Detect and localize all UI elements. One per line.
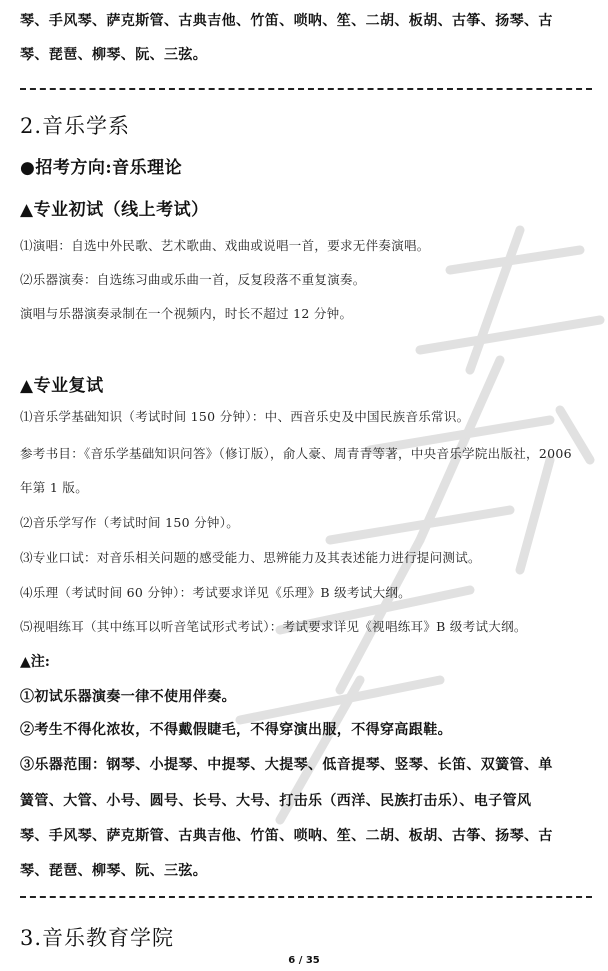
- section-divider: [20, 896, 592, 898]
- note-item: ③乐器范围：钢琴、小提琴、中提琴、大提琴、低音提琴、竖琴、长笛、双簧管、单: [20, 757, 553, 773]
- initial-exam-heading: ▲专业初试（线上考试）: [20, 200, 209, 220]
- section-title: 2.音乐学系: [20, 114, 131, 138]
- page-number: 6 / 35: [288, 955, 320, 966]
- initial-exam-item: ⑵乐器演奏：自选练习曲或乐曲一首，反复段落不重复演奏。: [20, 272, 366, 287]
- retest-item: ⑵音乐学写作（考试时间 150 分钟）。: [20, 515, 240, 530]
- reference-book: 参考书目：《音乐学基础知识问答》（修订版），俞人豪、周青青等著，中央音乐学院出版社，2006: [20, 446, 572, 461]
- initial-exam-note: 演唱与乐器演奏录制在一个视频内，时长不超过 12 分钟。: [20, 306, 353, 321]
- note-item-continued: 簧管、大管、小号、圆号、长号、大号、打击乐（西洋、民族打击乐）、电子管风: [20, 793, 532, 809]
- section-title: 3.音乐教育学院: [20, 926, 175, 950]
- reference-book-edition: 年第 1 版。: [20, 480, 88, 495]
- note-item-continued: 琴、手风琴、萨克斯管、古典吉他、竹笛、唢呐、笙、二胡、板胡、古筝、扬琴、古: [20, 828, 553, 844]
- note-item: ②考生不得化浓妆，不得戴假睫毛，不得穿演出服，不得穿高跟鞋。: [20, 722, 452, 738]
- initial-exam-item: ⑴演唱：自选中外民歌、艺术歌曲、戏曲或说唱一首，要求无伴奏演唱。: [20, 238, 430, 253]
- note-item-continued: 琴、琵琶、柳琴、阮、三弦。: [20, 863, 208, 879]
- instrument-list-line: 琴、琵琶、柳琴、阮、三弦。: [20, 47, 208, 63]
- notes-label: ▲注:: [20, 654, 50, 670]
- retest-heading: ▲专业复试: [20, 376, 104, 396]
- instrument-list-line: 琴、手风琴、萨克斯管、古典吉他、竹笛、唢呐、笙、二胡、板胡、古筝、扬琴、古: [20, 13, 553, 29]
- admission-direction: ●招考方向:音乐理论: [20, 158, 183, 178]
- retest-item: ⑸视唱练耳（其中练耳以听音笔试形式考试）：考试要求详见《视唱练耳》B 级考试大纲。: [20, 619, 527, 634]
- note-item: ①初试乐器演奏一律不使用伴奏。: [20, 689, 236, 705]
- retest-item: ⑴音乐学基础知识（考试时间 150 分钟）：中、西音乐史及中国民族音乐常识。: [20, 409, 470, 424]
- section-divider: [20, 88, 592, 90]
- retest-item: ⑷乐理（考试时间 60 分钟）：考试要求详见《乐理》B 级考试大纲。: [20, 585, 411, 600]
- retest-item: ⑶专业口试：对音乐相关问题的感受能力、思辨能力及其表述能力进行提问测试。: [20, 550, 481, 565]
